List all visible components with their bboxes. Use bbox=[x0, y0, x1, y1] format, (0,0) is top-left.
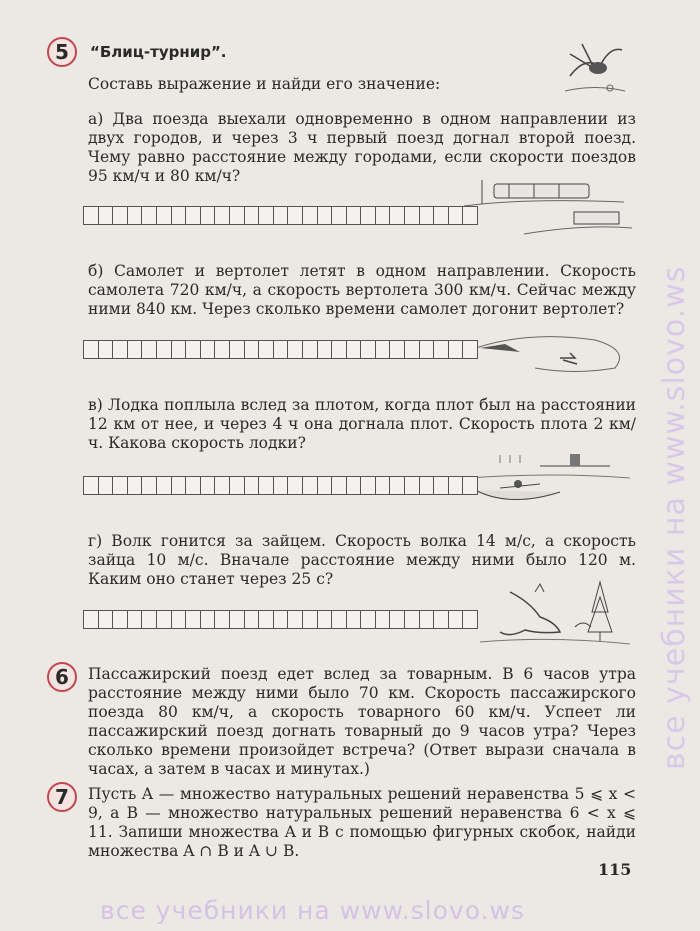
task-7-text: Пусть A — множество натуральных решений неравенства 5 ⩽ x < 9, а B — множество натуральных решений неравенства 6 < x ⩽ 11. Запиши множества A и B с помощью фигурных скобок, найди множества A ∩ B и A ∪ B. bbox=[88, 785, 636, 860]
answer-boxes-b[interactable] bbox=[83, 340, 478, 359]
task-6-number: 6 bbox=[47, 662, 77, 692]
plane-illustration bbox=[465, 330, 635, 380]
watermark-side: все учебники на www.slovo.ws bbox=[657, 265, 692, 770]
wolf-hare-illustration bbox=[480, 572, 630, 662]
task-5-number: 5 bbox=[47, 37, 77, 67]
problem-v-text: в) Лодка поплыла вслед за плотом, когда плот был на расстоянии 12 км от нее, и через 4 ч она догнала плот. Скорость плота 2 км/ч. Какова скорость лодки? bbox=[88, 396, 636, 452]
answer-boxes-v[interactable] bbox=[83, 476, 478, 495]
answer-boxes-g[interactable] bbox=[83, 610, 478, 629]
train-illustration bbox=[464, 176, 634, 241]
problem-g-text: г) Волк гонится за зайцем. Скорость волка 14 м/с, а скорость зайца 10 м/с. Вначале расстояние между ними было 120 м. Каким оно станет через 25 с? bbox=[88, 532, 636, 588]
task-5-title: “Блиц-турнир”. bbox=[90, 43, 227, 61]
answer-boxes-a[interactable] bbox=[83, 206, 478, 225]
bird-illustration bbox=[560, 36, 630, 98]
boat-raft-illustration bbox=[470, 448, 630, 510]
task-6-text: Пассажирский поезд едет вслед за товарным. В 6 часов утра расстояние между ними было 70 км. Скорость пассажирского поезда 80 км/ч, а скорость товарного 60 км/ч. Успеет ли пассажирский поезд догнать товарный до 9 часов утра? Через сколько времени произойдет встреча? (Ответ вырази сначала в часах, а затем в часах и минутах.) bbox=[88, 665, 636, 778]
page-number: 115 bbox=[598, 860, 632, 879]
problem-a-text: а) Два поезда выехали одновременно в одном направлении из двух городов, и через 3 ч первый поезд догнал второй поезд. Чему равно расстояние между городами, если скорости поездов 95 км/ч и 80 км/ч? bbox=[88, 110, 636, 185]
problem-b-text: б) Самолет и вертолет летят в одном направлении. Скорость самолета 720 км/ч, а скорость вертолета 300 км/ч. Сейчас между ними 840 км. Через сколько времени самолет догонит вертолет? bbox=[88, 262, 636, 318]
watermark-bottom: все учебники на www.slovo.ws bbox=[100, 896, 525, 925]
task-7-number: 7 bbox=[47, 782, 77, 812]
task-5-instruction: Составь выражение и найди его значение: bbox=[88, 75, 441, 93]
